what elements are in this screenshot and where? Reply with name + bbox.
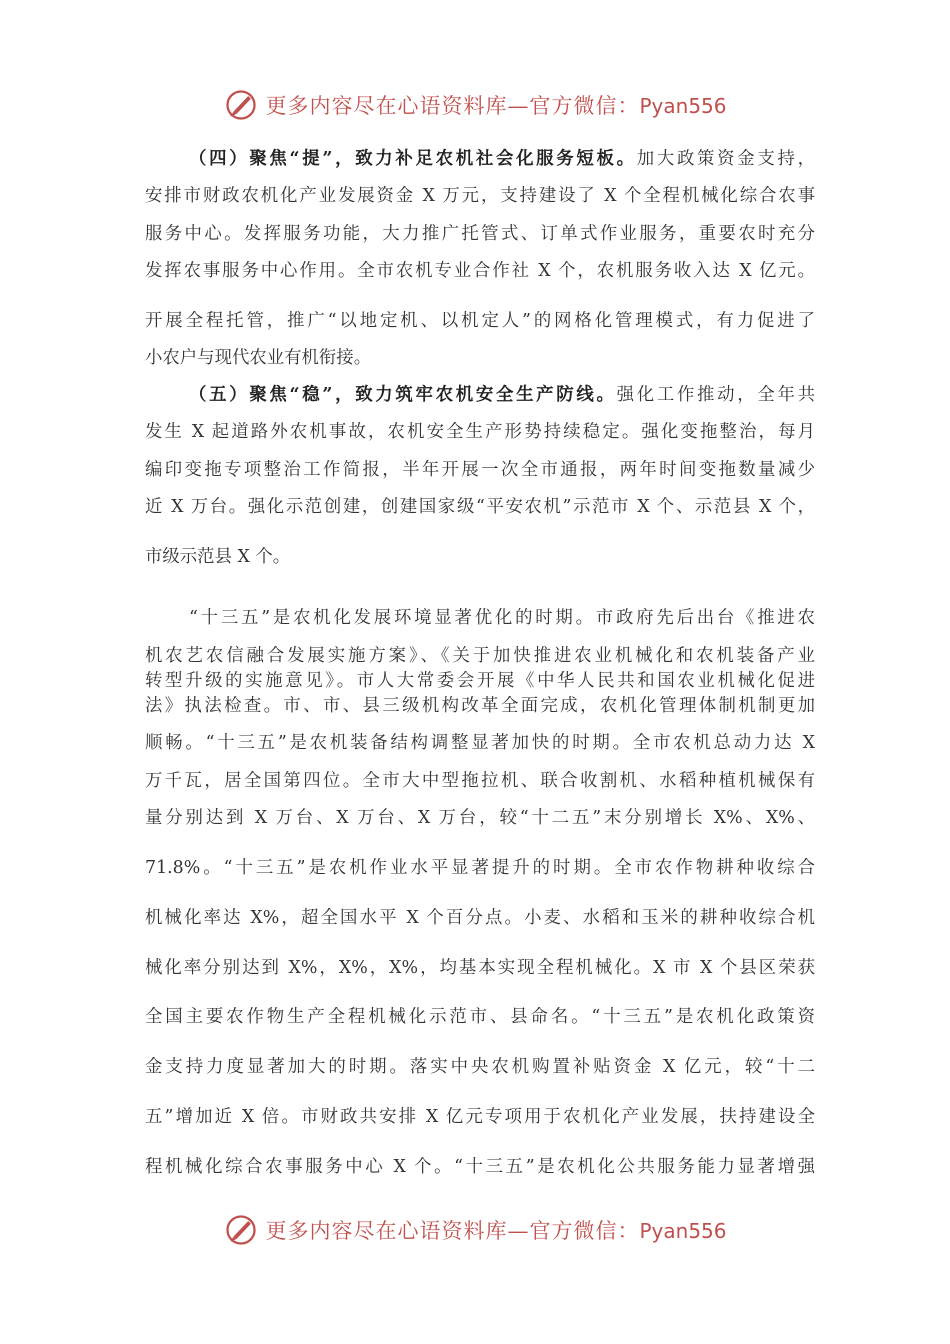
- summary-line-10: 械化率分别达到 X%，X%，X%，均基本实现全程机械化。X 市 X 个县区荣获: [145, 958, 815, 978]
- section-4-heading: （四）聚焦“提”，致力补足农机社会化服务短板。: [189, 149, 637, 169]
- section-4-line-3: 服务中心。发挥服务功能，大力推广托管式、订单式作业服务，重要农时充分: [145, 224, 815, 244]
- section-5-heading: （五）聚焦“稳”，致力筑牢农机安全生产防线。: [189, 385, 617, 405]
- summary-line-7: 量分别达到 X 万台、X 万台、X 万台，较“十二五”末分别增长 X%、X%、: [145, 808, 815, 828]
- banner-text: 更多内容尽在心语资料库—官方微信：Pyan556: [265, 94, 727, 118]
- section-5-line-5: 市级示范县 X 个。: [145, 547, 291, 567]
- pen-logo-icon: [223, 87, 259, 123]
- summary-line-9: 机械化率达 X%，超全国水平 X 个百分点。小麦、水稻和玉米的耕种收综合机: [145, 908, 815, 928]
- summary-line-6: 万千瓦，居全国第四位。全市大中型拖拉机、联合收割机、水稻种植机械保有: [145, 771, 815, 791]
- section-4-line-1: （四）聚焦“提”，致力补足农机社会化服务短板。加大政策资金支持，: [189, 149, 815, 169]
- section-5-line-1: （五）聚焦“稳”，致力筑牢农机安全生产防线。强化工作推动，全年共: [189, 385, 815, 405]
- summary-line-8: 71.8%。“十三五”是农机作业水平显著提升的时期。全市农作物耕种收综合: [145, 858, 815, 878]
- banner-text: 更多内容尽在心语资料库—官方微信：Pyan556: [265, 1219, 727, 1243]
- summary-line-11: 全国主要农作物生产全程机械化示范市、县命名。“十三五”是农机化政策资: [145, 1007, 815, 1027]
- summary-line-3: 转型升级的实施意见》。市人大常委会开展《中华人民共和国农业机械化促进: [145, 671, 815, 691]
- section-5-line-4: 近 X 万台。强化示范创建，创建国家级“平安农机”示范市 X 个、示范县 X 个，: [145, 497, 815, 517]
- footer-banner: [0, 1210, 950, 1250]
- summary-line-13: 五”增加近 X 倍。市财政共安排 X 亿元专项用于农机化产业发展，扶持建设全: [145, 1107, 815, 1127]
- summary-line-4: 法》执法检查。市、市、县三级机构改革全面完成，农机化管理体制机制更加: [145, 696, 815, 716]
- section-4-line-5: 开展全程托管，推广“以地定机、以机定人”的网格化管理模式，有力促进了: [145, 311, 815, 331]
- section-4-line-4: 发挥农事服务中心作用。全市农机专业合作社 X 个，农机服务收入达 X 亿元。: [145, 261, 815, 281]
- pen-logo-icon: [223, 1212, 259, 1248]
- section-4-line-6: 小农户与现代农业有机衔接。: [145, 348, 372, 368]
- section-5-line-2: 发生 X 起道路外农机事故，农机安全生产形势持续稳定。强化变拖整治，每月: [145, 422, 815, 442]
- section-5-line-3: 编印变拖专项整治工作简报，半年开展一次全市通报，两年时间变拖数量减少: [145, 460, 815, 480]
- summary-line-2: 机农艺农信融合发展实施方案》、《关于加快推进农业机械化和农机装备产业: [145, 646, 815, 666]
- summary-line-14: 程机械化综合农事服务中心 X 个。“十三五”是农机化公共服务能力显著增强: [145, 1157, 815, 1177]
- header-banner: [0, 85, 950, 125]
- summary-line-5: 顺畅。“十三五”是农机装备结构调整显著加快的时期。全市农机总动力达 X: [145, 733, 815, 753]
- summary-line-12: 金支持力度显著加大的时期。落实中央农机购置补贴资金 X 亿元，较“十二: [145, 1057, 815, 1077]
- summary-line-1: “十三五”是农机化发展环境显著优化的时期。市政府先后出台《推进农: [189, 608, 815, 628]
- section-4-line-2: 安排市财政农机化产业发展资金 X 万元，支持建设了 X 个全程机械化综合农事: [145, 186, 815, 206]
